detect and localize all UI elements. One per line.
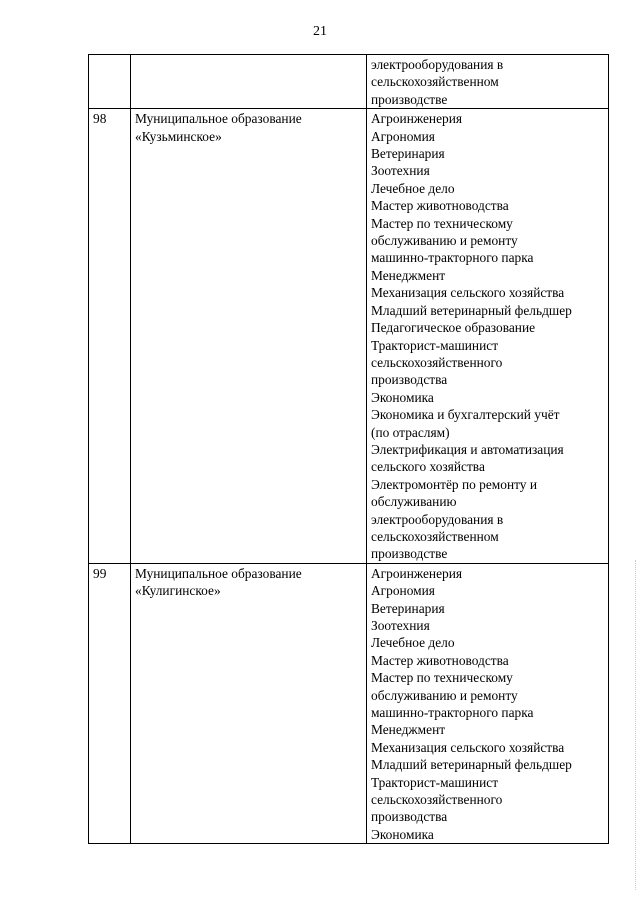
specialty-line: Менеджмент	[371, 267, 446, 283]
specialty-line: Менеджмент	[371, 722, 446, 738]
specialty-line: Лечебное дело	[371, 180, 455, 196]
specialty-line: Электромонтёр по ремонту и	[371, 476, 538, 492]
specialty-line: сельскохозяйственном	[371, 528, 499, 544]
municipality-name-line: Муниципальное образование	[135, 111, 302, 127]
specialty-line: Экономика	[371, 826, 434, 842]
specialty-line: Агроинженерия	[371, 565, 463, 581]
specialty-line: сельскохозяйственного	[371, 792, 503, 808]
specialty-line: машинно-тракторного парка	[371, 705, 534, 721]
specialty-line: Экономика	[371, 389, 434, 405]
municipality-name-line: Муниципальное образование	[135, 565, 302, 581]
specialty-line: Электрификация и автоматизация	[371, 441, 564, 457]
table-body	[89, 55, 609, 844]
specialties-cell	[367, 55, 609, 109]
row-number-cell	[89, 109, 131, 564]
specialty-line: машинно-тракторного парка	[371, 250, 534, 266]
specialty-line: Тракторист-машинист	[371, 337, 499, 353]
row-number-cell	[89, 563, 131, 844]
municipality-name-cell	[131, 55, 367, 109]
specialty-line: Агроинженерия	[371, 111, 463, 127]
specialty-line: производстве	[371, 91, 448, 107]
specialty-line: Механизация сельского хозяйства	[371, 739, 565, 755]
specialty-line: Мастер по техническому	[371, 215, 513, 231]
specialty-line: Мастер животноводства	[371, 198, 509, 214]
municipalities-table	[88, 54, 609, 844]
municipality-name-cell	[131, 563, 367, 844]
specialty-line: Агрономия	[371, 128, 435, 144]
municipality-name-cell	[131, 109, 367, 564]
table-row	[89, 563, 609, 844]
specialty-line: электрооборудования в	[371, 511, 504, 527]
specialty-line: производства	[371, 809, 448, 825]
specialty-line: Ветеринария	[371, 600, 445, 616]
specialty-line: Младший ветеринарный фельдшер	[371, 302, 572, 318]
specialty-line: Зоотехния	[371, 618, 430, 633]
specialty-line: обслуживанию	[371, 494, 457, 510]
specialty-line: Агрономия	[371, 583, 435, 599]
specialty-line: сельского хозяйства	[371, 459, 485, 475]
table-row	[89, 55, 609, 109]
specialty-line: Тракторист-машинист	[371, 774, 499, 790]
specialty-line: Мастер животноводства	[371, 652, 509, 668]
specialty-line: Зоотехния	[371, 163, 430, 179]
specialty-line: производстве	[371, 546, 448, 562]
table-row	[89, 109, 609, 564]
municipality-name-line: «Кузьминское»	[135, 128, 222, 144]
specialty-line: Педагогическое образование	[371, 320, 536, 336]
specialties-cell	[367, 109, 609, 564]
specialty-line: Экономика и бухгалтерский учёт	[371, 407, 560, 423]
specialty-line: сельскохозяйственного	[371, 354, 503, 370]
row-number: 98	[93, 111, 107, 127]
specialty-line: (по отраслям)	[371, 424, 450, 440]
specialty-line: Мастер по техническому	[371, 670, 513, 686]
specialty-line: Механизация сельского хозяйства	[371, 285, 565, 301]
scan-edge-marks	[634, 560, 636, 890]
page-number: 21	[313, 24, 327, 39]
row-number: 99	[93, 565, 107, 581]
specialty-line: Младший ветеринарный фельдшер	[371, 757, 572, 773]
specialty-line: обслуживанию и ремонту	[371, 233, 518, 249]
specialty-line: сельскохозяйственном	[371, 74, 499, 90]
specialty-line: электрооборудования в	[371, 57, 504, 72]
municipality-name-line: «Кулигинское»	[135, 583, 221, 599]
row-number-cell	[89, 55, 131, 109]
specialties-cell	[367, 563, 609, 844]
specialty-line: производства	[371, 372, 448, 388]
specialty-line: обслуживанию и ремонту	[371, 687, 518, 703]
specialty-line: Ветеринария	[371, 146, 445, 162]
specialty-line: Лечебное дело	[371, 635, 455, 651]
